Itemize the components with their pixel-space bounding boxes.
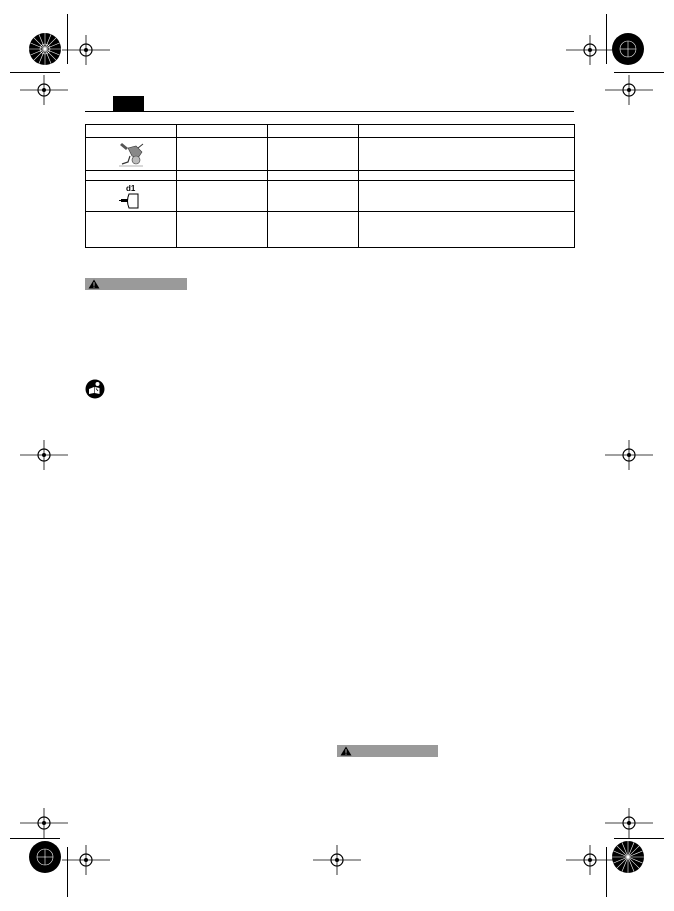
header-rule: [85, 111, 574, 112]
crosshair-mark-bottom-right-outer: [605, 808, 653, 838]
table-header-cell: [268, 125, 359, 138]
table-cell: [268, 212, 359, 248]
table-cell: [177, 138, 268, 171]
crosshair-icon: [20, 75, 68, 105]
d1-label: d1: [126, 184, 136, 193]
crosshair-icon: [20, 808, 68, 838]
crosshair-mark-bottom-center: [313, 845, 361, 875]
table-cell: [86, 171, 177, 181]
crop-line-bottom-right-horizontal: [614, 838, 664, 839]
crosshair-icon: [62, 845, 110, 875]
crosshair-icon: [20, 440, 68, 470]
table-row: [86, 181, 575, 212]
crosshair-icon: [313, 845, 361, 875]
crosshair-mark-middle-right: [605, 440, 653, 470]
crop-line-top-right-horizontal: [614, 72, 664, 73]
table-header-cell: [177, 125, 268, 138]
crosshair-icon: [605, 808, 653, 838]
table-cell-icon: [86, 181, 177, 212]
table-cell: [268, 138, 359, 171]
read-manual-icon: [85, 379, 105, 399]
crosshair-mark-top-left-inner: [62, 35, 110, 65]
sunburst-mark-icon: [28, 32, 62, 66]
crosshair-mark-top-right-outer: [605, 75, 653, 105]
target-mark-icon: [28, 840, 62, 874]
crosshair-mark-middle-left: [20, 440, 68, 470]
crop-line-bottom-left-horizontal: [10, 838, 60, 839]
crosshair-icon: [62, 35, 110, 65]
warning-triangle-icon: [88, 279, 100, 289]
crosshair-mark-bottom-left-outer: [20, 808, 68, 838]
crosshair-icon: [605, 75, 653, 105]
crop-line-bottom-left-vertical: [67, 847, 68, 897]
table-cell: [359, 212, 575, 248]
power-tool-in-use-icon: [116, 140, 146, 168]
crosshair-mark-bottom-left-inner: [62, 845, 110, 875]
table-row: [86, 212, 575, 248]
crosshair-mark-top-left-outer: [20, 75, 68, 105]
table-header-cell: [359, 125, 575, 138]
table-row: [86, 138, 575, 171]
warning-bar: [337, 745, 438, 757]
table-row: [86, 171, 575, 181]
table-header-row: [86, 125, 575, 138]
warning-bar: [85, 278, 187, 290]
crop-line-top-left-vertical: [67, 14, 68, 64]
crosshair-icon: [605, 440, 653, 470]
table-cell-icon: [86, 138, 177, 171]
language-tab: [113, 96, 144, 111]
target-mark-icon: [611, 32, 645, 66]
table-header-cell: [86, 125, 177, 138]
crop-line-bottom-right-vertical: [606, 847, 607, 897]
registration-mark-bottom-right: [611, 840, 645, 874]
table-cell: [177, 171, 268, 181]
table-cell: [268, 171, 359, 181]
drill-diameter-d1-icon: [116, 183, 146, 209]
registration-mark-bottom-left: [28, 840, 62, 874]
crop-line-top-right-vertical: [606, 14, 607, 64]
table-cell: [177, 181, 268, 212]
sunburst-mark-icon: [611, 840, 645, 874]
table-cell: [359, 138, 575, 171]
table-cell: [268, 181, 359, 212]
registration-mark-top-left: [28, 32, 62, 66]
spec-table: [85, 124, 574, 247]
table-cell: [86, 212, 177, 248]
table-cell: [359, 181, 575, 212]
table-cell: [359, 171, 575, 181]
table-cell: [177, 212, 268, 248]
warning-triangle-icon: [340, 746, 352, 756]
read-manual-icon-wrap: [85, 379, 105, 404]
registration-mark-top-right: [611, 32, 645, 66]
crop-line-top-left-horizontal: [10, 72, 60, 73]
